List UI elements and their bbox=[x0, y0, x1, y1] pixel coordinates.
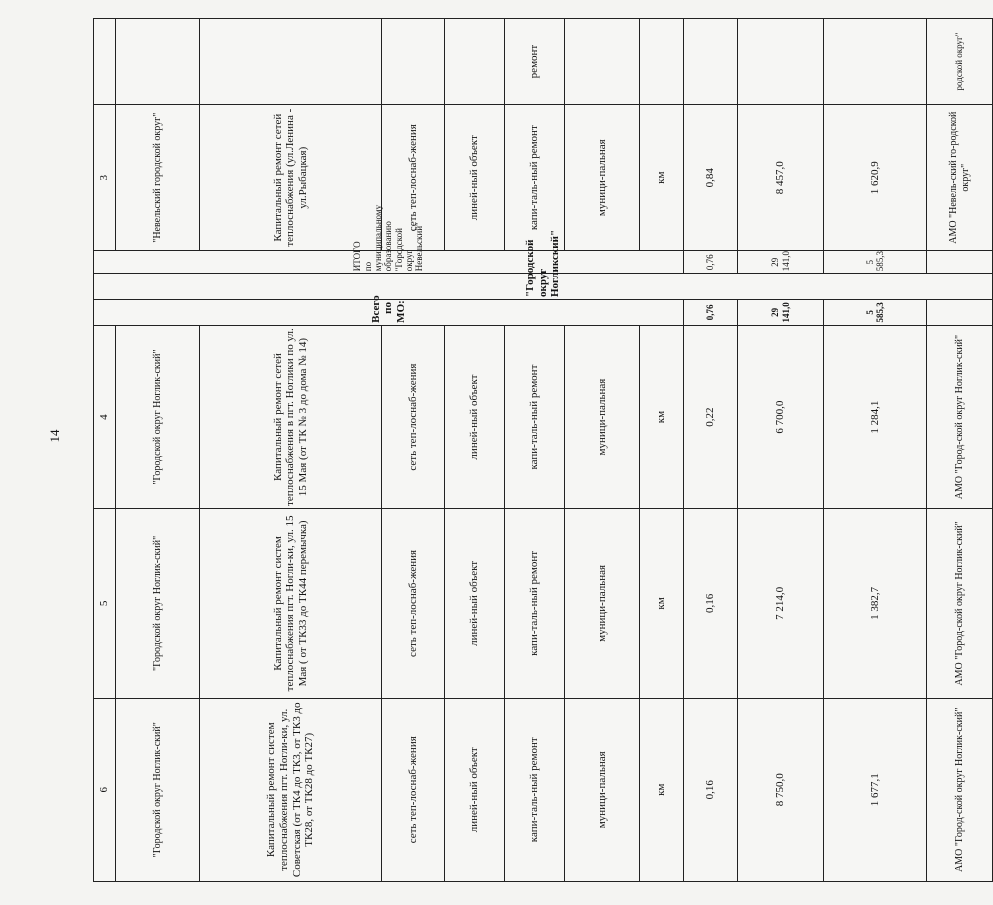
cell-type: сеть теп-лоснаб-жения bbox=[382, 698, 445, 881]
cell-num: 5 bbox=[94, 509, 116, 698]
cell-mo: "Городской округ Ноглик-ский" bbox=[116, 325, 200, 508]
cell-name: Капитальный ремонт систем теплоснабжения пгт. Ногли-ки, ул. Советская (от ТК4 до ТК3, от ТК3 до ТК28, от ТК28 до ТК27) bbox=[200, 698, 382, 881]
cell-empty bbox=[927, 251, 993, 274]
cell-empty bbox=[445, 19, 505, 105]
cell-len: 0,84 bbox=[684, 105, 738, 251]
cell-empty bbox=[824, 19, 927, 105]
cell-empty bbox=[565, 19, 640, 105]
field-row-own bbox=[565, 19, 640, 882]
field-row-work bbox=[505, 19, 565, 882]
field-row-len bbox=[684, 19, 738, 882]
cell-name: Капитальный ремонт сетей теплоснабжения в пгт. Ноглики по ул. 15 Мая (от ТК № 3 до дома № 14) bbox=[200, 325, 382, 508]
vsego-total: 29 141,0 bbox=[738, 300, 824, 326]
cell-own: муници-пальная bbox=[565, 325, 640, 508]
cell-name: Капитальный ремонт систем теплоснабжения пгт. Ногли-ки, ул. 15 Мая ( от ТК33 до ТК44 перемычка) bbox=[200, 509, 382, 698]
cell-type: сеть теп-лоснаб-жения bbox=[382, 325, 445, 508]
cell-cust: АМО "Город-ской округ Ноглик-ский" bbox=[927, 698, 993, 881]
cell-cust: АМО "Город-ской округ Ноглик-ский" bbox=[927, 509, 993, 698]
vsego-label: Всего по МО: bbox=[94, 300, 684, 326]
cell-empty bbox=[927, 300, 993, 326]
cell-name: Капитальный ремонт сетей теплоснабжения (ул.Ленина - ул.Рыбацкая) bbox=[200, 105, 382, 251]
field-row-cust bbox=[927, 19, 993, 882]
cell-len: 0,16 bbox=[684, 509, 738, 698]
cell-type: сеть теп-лоснаб-жения bbox=[382, 509, 445, 698]
cell-val: 1 284,1 bbox=[824, 325, 927, 508]
cell-total: 8 457,0 bbox=[738, 105, 824, 251]
cell-own: муници-пальная bbox=[565, 698, 640, 881]
cell-unit: км bbox=[640, 698, 684, 881]
cell-total: 6 700,0 bbox=[738, 325, 824, 508]
field-row-kind bbox=[445, 19, 505, 882]
cell-kind: линей-ный объект bbox=[445, 105, 505, 251]
cell-total: 7 214,0 bbox=[738, 509, 824, 698]
field-row-val bbox=[824, 19, 927, 882]
cell-val: 1 677,1 bbox=[824, 698, 927, 881]
cell-kind: линей-ный объект bbox=[445, 325, 505, 508]
cell-type: сеть теп-лоснаб-жения bbox=[382, 105, 445, 251]
cell-unit: км bbox=[640, 325, 684, 508]
cell-empty bbox=[116, 19, 200, 105]
itogo-label: ИТОГО по муниципальному образованию "Городской округ Невельский" bbox=[94, 251, 684, 274]
cell-len: 0,22 bbox=[684, 325, 738, 508]
itogo-len: 0,76 bbox=[684, 251, 738, 274]
cell-kind: линей-ный объект bbox=[445, 509, 505, 698]
cell-len: 0,16 bbox=[684, 698, 738, 881]
cell-val: 1 620,9 bbox=[824, 105, 927, 251]
cell-mo: "Невельский городской округ" bbox=[116, 105, 200, 251]
cell-work: капи-таль-ный ремонт bbox=[505, 325, 565, 508]
field-row-type bbox=[382, 19, 445, 882]
vsego-len: 0,76 bbox=[684, 300, 738, 326]
carry-text-cust: родской округ" bbox=[927, 19, 993, 105]
cell-empty bbox=[200, 19, 382, 105]
cell-work: капи-таль-ный ремонт bbox=[505, 698, 565, 881]
field-row-mo bbox=[116, 19, 200, 882]
cell-unit: км bbox=[640, 105, 684, 251]
itogo-val: 5 585,3 bbox=[824, 251, 927, 274]
cell-total: 8 750,0 bbox=[738, 698, 824, 881]
field-row-name bbox=[200, 19, 382, 882]
cell-num: 6 bbox=[94, 698, 116, 881]
cell-num: 3 bbox=[94, 105, 116, 251]
cell-mo: "Городской округ Ноглик-ский" bbox=[116, 698, 200, 881]
rotated-table-container bbox=[93, 18, 971, 882]
cell-kind: линей-ный объект bbox=[445, 698, 505, 881]
cell-own: муници-пальная bbox=[565, 105, 640, 251]
itogo-total: 29 141,0 bbox=[738, 251, 824, 274]
cell-empty bbox=[640, 19, 684, 105]
field-row-unit bbox=[640, 19, 684, 882]
objects-table bbox=[93, 18, 993, 882]
cell-unit: км bbox=[640, 509, 684, 698]
cell-empty bbox=[738, 19, 824, 105]
cell-val: 1 382,7 bbox=[824, 509, 927, 698]
cell-cust: АМО "Невель-ский го-родской округ" bbox=[927, 105, 993, 251]
cell-work: капи-таль-ный ремонт bbox=[505, 509, 565, 698]
cell-cust: АМО "Город-ской округ Ноглик-ский" bbox=[927, 325, 993, 508]
page-number: 14 bbox=[47, 429, 62, 443]
cell-empty bbox=[684, 19, 738, 105]
cell-own: муници-пальная bbox=[565, 509, 640, 698]
cell-mo: "Городской округ Ноглик-ский" bbox=[116, 509, 200, 698]
cell-work: капи-таль-ный ремонт bbox=[505, 105, 565, 251]
cell-empty bbox=[382, 19, 445, 105]
section-title: "Городской округ Ногликский" bbox=[94, 274, 993, 300]
cell-num: 4 bbox=[94, 325, 116, 508]
carry-text-work: ремонт bbox=[505, 19, 565, 105]
cell-empty bbox=[94, 19, 116, 105]
field-row-total bbox=[738, 19, 824, 882]
field-row-num bbox=[94, 19, 116, 882]
vsego-val: 5 585,3 bbox=[824, 300, 927, 326]
